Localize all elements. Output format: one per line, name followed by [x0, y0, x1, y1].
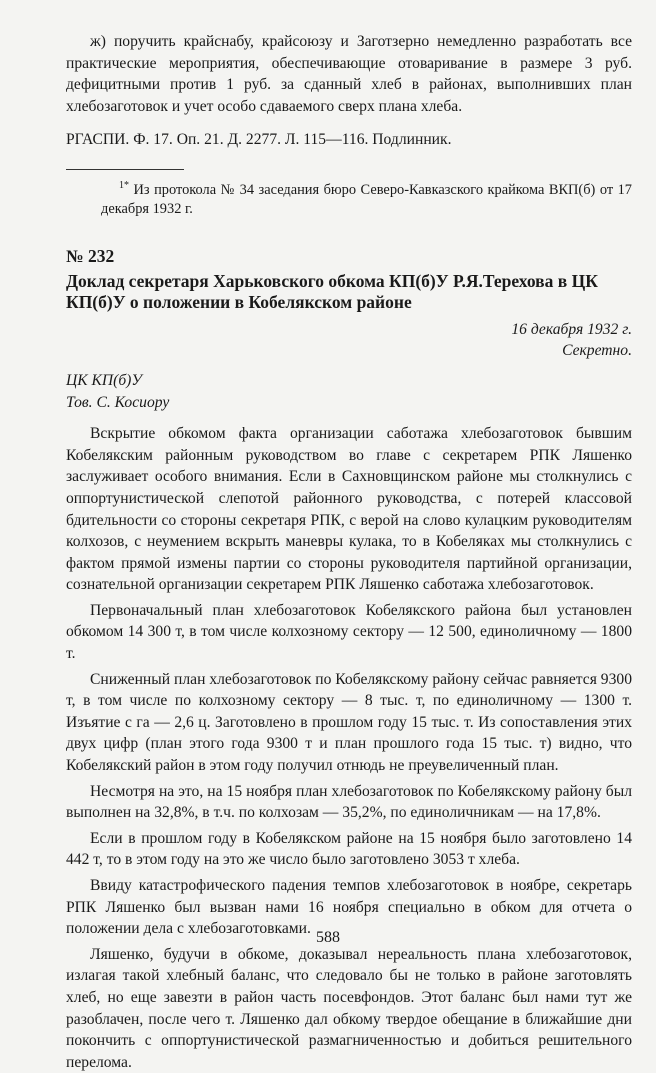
- body-paragraph: Вскрытие обкомом факта организации саботажа хлебозаготовок бывшим Кобелякским районным руководством во главе с секретарем РПК Ляшенко заслуживает особого внимания. Если в Сахновщинском районе мы столкнулись с оппортунистической слепотой районного руководства, с потерей классовой бдительности со стороны секретаря РПК, с верой на слово кулацким руководителям колхозов, с неумением вскрыть маневры кулака, то в Кобеляках мы столкнулись с фактом прямой измены партии со стороны руководителя партийной организации, сознательной организации секретарем РПК Ляшенко саботажа хлебозаготовок.: [66, 425, 632, 594]
- page-number: 588: [316, 929, 340, 946]
- body-paragraph: Если в прошлом году в Кобелякском районе на 15 ноября было заготовлено 14 442 т, то в этом году на это же число было заготовлено 3053 т хлеба.: [66, 829, 632, 869]
- footnote-divider: [66, 169, 184, 170]
- document-number: № 232: [66, 245, 115, 266]
- archive-source: РГАСПИ. Ф. 17. Оп. 21. Д. 2277. Л. 115—116. Подлинник.: [66, 131, 452, 149]
- body-paragraph: Несмотря на это, на 15 ноября план хлебозаготовок по Кобелякскому району был выполнен на 32,8%, в т.ч. по колхозам — 35,2%, по единоличникам — на 17,8%.: [66, 782, 632, 822]
- body-paragraph: Ввиду катастрофического падения темпов хлебозаготовок в ноябре, секретарь РПК Ляшенко был вызван нами 16 ноября специально в обком для отчета о положении дела с хлебозаготовками.: [66, 877, 632, 938]
- body-paragraph: Сниженный план хлебозаготовок по Кобелякскому району сейчас равняется 9300 т, в том числе по колхозному сектору — 8 тыс. т, по единоличному — 1300 т. Изъятие с га — 2,6 ц. Заготовлено в прошлом году 15 тыс. т. Из сопоставления этих двух цифр (план этого года 9300 т и план прошлого года 15 тыс. т) видно, что Кобелякский район в этом году получил отнюдь не преувеличенный план.: [66, 670, 632, 775]
- footnote: [66, 176, 632, 219]
- body-paragraph: Первоначальный план хлебозаготовок Кобелякского района был установлен обкомом 14 300 т, в том числе колхозному сектору — 12 500, единоличному — 1800 т.: [66, 601, 632, 663]
- intro-paragraph: ж) поручить крайснабу, крайсоюзу и Заготзерно немедленно разработать все практические мероприятия, обеспечивающие отоваривание в размере 3 руб. дефицитными против 1 руб. за сданный хлеб в районах, выполнивших план хлебозаготовок и учет особо сдаваемого сверх плана хлеба.: [66, 33, 632, 115]
- document-classification: Секретно.: [562, 342, 632, 360]
- document-title: Доклад секретаря Харьковского обкома КП(б)У Р.Я.Терехова в ЦК КП(б)У о положении в Кобелякском районе: [66, 270, 598, 312]
- addressee: ЦК КП(б)У: [66, 371, 142, 389]
- footnote-text: Из протокола № 34 заседания бюро Северо-Кавказского крайкома ВКП(б) от 17 декабря 1932 г.: [101, 181, 632, 217]
- body-paragraph: Ляшенко, будучи в обкоме, доказывал нереальность плана хлебозаготовок, излагая такой хлебный баланс, что следовало бы не только в районе заготовлять хлеб, но еще завезти в район часть посевфондов. Этот баланс был нами тут же разоблачен, после чего т. Ляшенко дал обкому твердое обещание в ближайшие дни покончить с оппортунистической размагниченностью и добиться решительного перелома.: [66, 945, 632, 1071]
- footnote-marker: 1*: [119, 179, 129, 191]
- document-date: 16 декабря 1932 г.: [511, 320, 632, 338]
- recipient: Тов. С. Косиору: [66, 393, 170, 411]
- document-page: [66, 31, 632, 1073]
